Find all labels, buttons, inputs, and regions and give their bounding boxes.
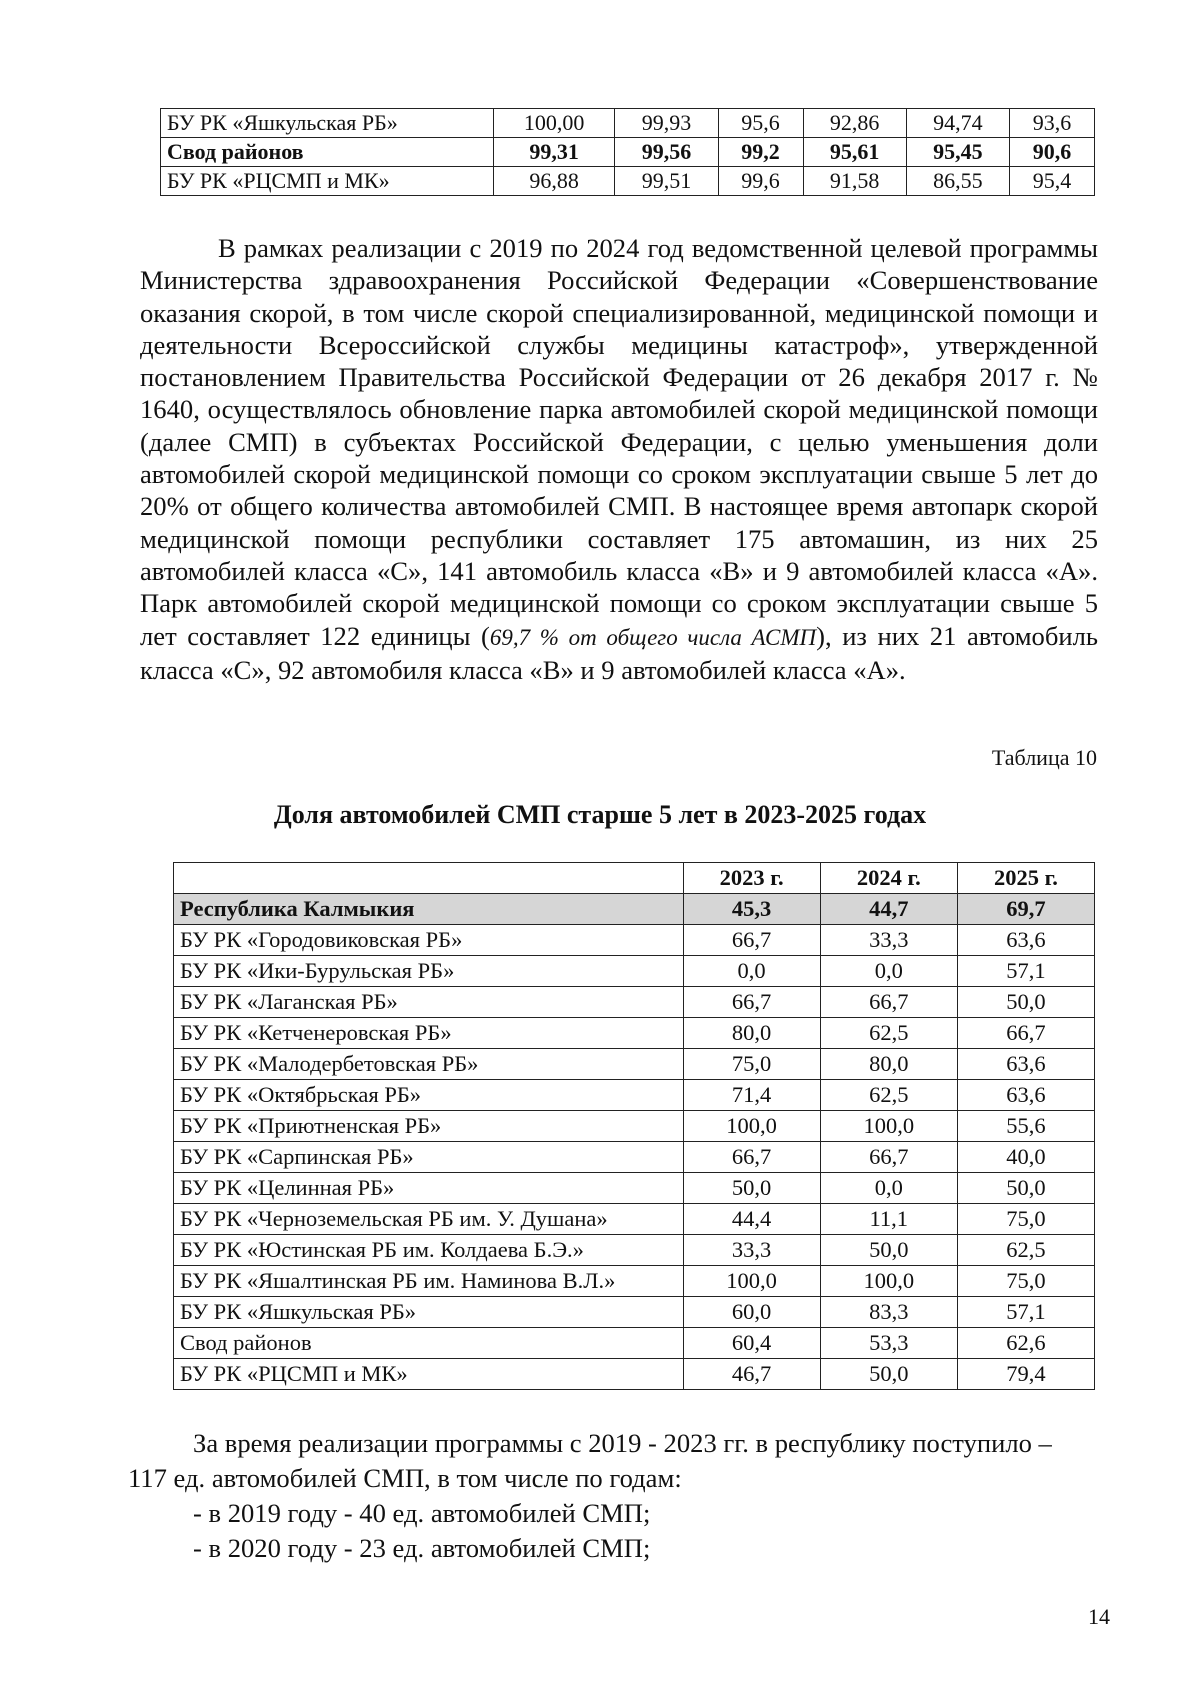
table-row [161,138,1095,167]
value-cell: 46,7 [683,1359,820,1390]
value-cell: 50,0 [957,987,1094,1018]
value-cell: 92,86 [803,109,906,138]
table-row [174,1204,1095,1235]
table-title: Доля автомобилей СМП старше 5 лет в 2023-2025 годах [273,800,927,829]
row-name-cell: БУ РК «Городовиковская РБ» [174,925,684,956]
value-cell: 95,61 [803,138,906,167]
value-cell: 33,3 [683,1235,820,1266]
table-10 [173,862,1095,1390]
paragraph-text: В рамках реализации с 2019 по 2024 год ведомственной целевой программы Министерства здравоохранения Российской Федерации «Совершенствование оказания скорой, в том числе скорой специализированной, медицинской помощи и деятельности Всероссийской службы медицины катастроф», утвержденной постановлением Правительства Российской Федерации от 26 декабря 2017 г. № 1640, осуществлялось обновление парка автомобилей скорой медицинской помощи (далее СМП) в субъектах Российской Федерации, с целью уменьшения доли автомобилей скорой медицинской помощи со сроком эксплуатации свыше 5 лет до 20% от общего количества автомобилей СМП. В настоящее время автопарк скорой медицинской помощи республики составляет 175 автомашин, из них 25 автомобилей класса «С», 141 автомобиль класса «В» и 9 автомобилей класса «А». Парк автомобилей скорой медицинской помощи со сроком эксплуатации свыше 5 лет составляет 122 единицы ( [140,233,1098,651]
value-cell: 44,7 [820,894,957,925]
value-cell: 94,74 [906,109,1009,138]
value-cell: 75,0 [683,1049,820,1080]
value-cell: 79,4 [957,1359,1094,1390]
value-cell: 53,3 [820,1328,957,1359]
table-row [161,109,1095,138]
page-number: 14 [1088,1604,1110,1629]
value-cell: 86,55 [906,167,1009,196]
value-cell: 95,4 [1009,167,1094,196]
value-cell: 50,0 [957,1173,1094,1204]
value-cell: 100,00 [494,109,615,138]
row-name-cell: БУ РК «РЦСМП и МК» [174,1359,684,1390]
header-row [174,863,1095,894]
value-cell: 66,7 [683,1142,820,1173]
value-cell: 44,4 [683,1204,820,1235]
row-name-cell: БУ РК «РЦСМП и МК» [161,167,494,196]
table-caption: Таблица 10 [991,745,1097,770]
value-cell: 75,0 [957,1266,1094,1297]
value-cell: 95,45 [906,138,1009,167]
value-cell: 66,7 [957,1018,1094,1049]
value-cell: 71,4 [683,1080,820,1111]
body-paragraph [140,232,1098,686]
value-cell: 62,5 [820,1080,957,1111]
value-cell: 0,0 [683,956,820,987]
table-row [174,1328,1095,1359]
value-cell: 50,0 [820,1235,957,1266]
value-cell: 50,0 [820,1359,957,1390]
row-name-cell: БУ РК «Целинная РБ» [174,1173,684,1204]
row-name-cell: БУ РК «Яшкульская РБ» [174,1297,684,1328]
table-row [174,956,1095,987]
row-name-cell: БУ РК «Яшкульская РБ» [161,109,494,138]
table-row [174,1018,1095,1049]
value-cell: 93,6 [1009,109,1094,138]
value-cell: 99,2 [718,138,803,167]
value-cell: 83,3 [820,1297,957,1328]
row-name-cell: БУ РК «Ики-Бурульская РБ» [174,956,684,987]
value-cell: 80,0 [683,1018,820,1049]
closing-line-2: 117 ед. автомобилей СМП, в том числе по годам: [128,1463,682,1493]
row-name-cell: БУ РК «Яшалтинская РБ им. Наминова В.Л.» [174,1266,684,1297]
value-cell: 60,0 [683,1297,820,1328]
table-row [174,1049,1095,1080]
value-cell: 55,6 [957,1111,1094,1142]
row-name-cell: БУ РК «Юстинская РБ им. Колдаева Б.Э.» [174,1235,684,1266]
value-cell: 63,6 [957,925,1094,956]
value-cell: 33,3 [820,925,957,956]
table-row [174,1173,1095,1204]
table-row [174,1080,1095,1111]
row-name-cell: БУ РК «Лаганская РБ» [174,987,684,1018]
closing-line-1: За время реализации программы с 2019 - 2023 гг. в республику поступило – [193,1428,1052,1458]
value-cell: 45,3 [683,894,820,925]
value-cell: 40,0 [957,1142,1094,1173]
value-cell: 99,31 [494,138,615,167]
row-name-cell: Свод районов [174,1328,684,1359]
value-cell: 100,0 [683,1111,820,1142]
row-name-cell: БУ РК «Сарпинская РБ» [174,1142,684,1173]
value-cell: 62,6 [957,1328,1094,1359]
value-cell: 57,1 [957,1297,1094,1328]
row-name-cell: БУ РК «Октябрьская РБ» [174,1080,684,1111]
value-cell: 90,6 [1009,138,1094,167]
value-cell: 66,7 [683,987,820,1018]
table-row [174,1142,1095,1173]
continuation-table [160,108,1095,196]
table-row [174,925,1095,956]
closing-paragraph [128,1426,1128,1566]
row-name-cell: БУ РК «Малодербетовская РБ» [174,1049,684,1080]
value-cell: 99,6 [718,167,803,196]
header-cell: 2025 г. [957,863,1094,894]
row-name-cell: Свод районов [161,138,494,167]
value-cell: 100,0 [683,1266,820,1297]
value-cell: 66,7 [820,1142,957,1173]
value-cell: 99,56 [615,138,718,167]
value-cell: 91,58 [803,167,906,196]
table-row [174,1359,1095,1390]
value-cell: 69,7 [957,894,1094,925]
value-cell: 80,0 [820,1049,957,1080]
value-cell: 75,0 [957,1204,1094,1235]
row-name-cell: Республика Калмыкия [174,894,684,925]
list-item: - в 2020 году - 23 ед. автомобилей СМП; [193,1533,651,1563]
table-row [174,987,1095,1018]
table-row [174,1297,1095,1328]
row-name-cell: БУ РК «Черноземельская РБ им. У. Душана» [174,1204,684,1235]
value-cell: 95,6 [718,109,803,138]
table-row [174,894,1095,925]
value-cell: 99,93 [615,109,718,138]
paragraph-tail: ), из них 21 автомобиль класса «С», 92 автомобиля класса «В» и 9 автомобилей класса «А». [140,620,1098,685]
value-cell: 66,7 [683,925,820,956]
value-cell: 0,0 [820,1173,957,1204]
paragraph-italic: 69,7 % от общего числа АСМП [489,624,817,650]
row-name-cell: БУ РК «Приютненская РБ» [174,1111,684,1142]
value-cell: 62,5 [820,1018,957,1049]
value-cell: 99,51 [615,167,718,196]
table-row [174,1266,1095,1297]
header-cell [174,863,684,894]
value-cell: 96,88 [494,167,615,196]
value-cell: 0,0 [820,956,957,987]
table-row [174,1111,1095,1142]
value-cell: 62,5 [957,1235,1094,1266]
value-cell: 100,0 [820,1111,957,1142]
table-row [161,167,1095,196]
row-name-cell: БУ РК «Кетченеровская РБ» [174,1018,684,1049]
value-cell: 57,1 [957,956,1094,987]
value-cell: 100,0 [820,1266,957,1297]
value-cell: 11,1 [820,1204,957,1235]
value-cell: 63,6 [957,1080,1094,1111]
header-cell: 2024 г. [820,863,957,894]
value-cell: 66,7 [820,987,957,1018]
value-cell: 50,0 [683,1173,820,1204]
table-row [174,1235,1095,1266]
list-item: - в 2019 году - 40 ед. автомобилей СМП; [193,1498,651,1528]
value-cell: 63,6 [957,1049,1094,1080]
value-cell: 60,4 [683,1328,820,1359]
header-cell: 2023 г. [683,863,820,894]
